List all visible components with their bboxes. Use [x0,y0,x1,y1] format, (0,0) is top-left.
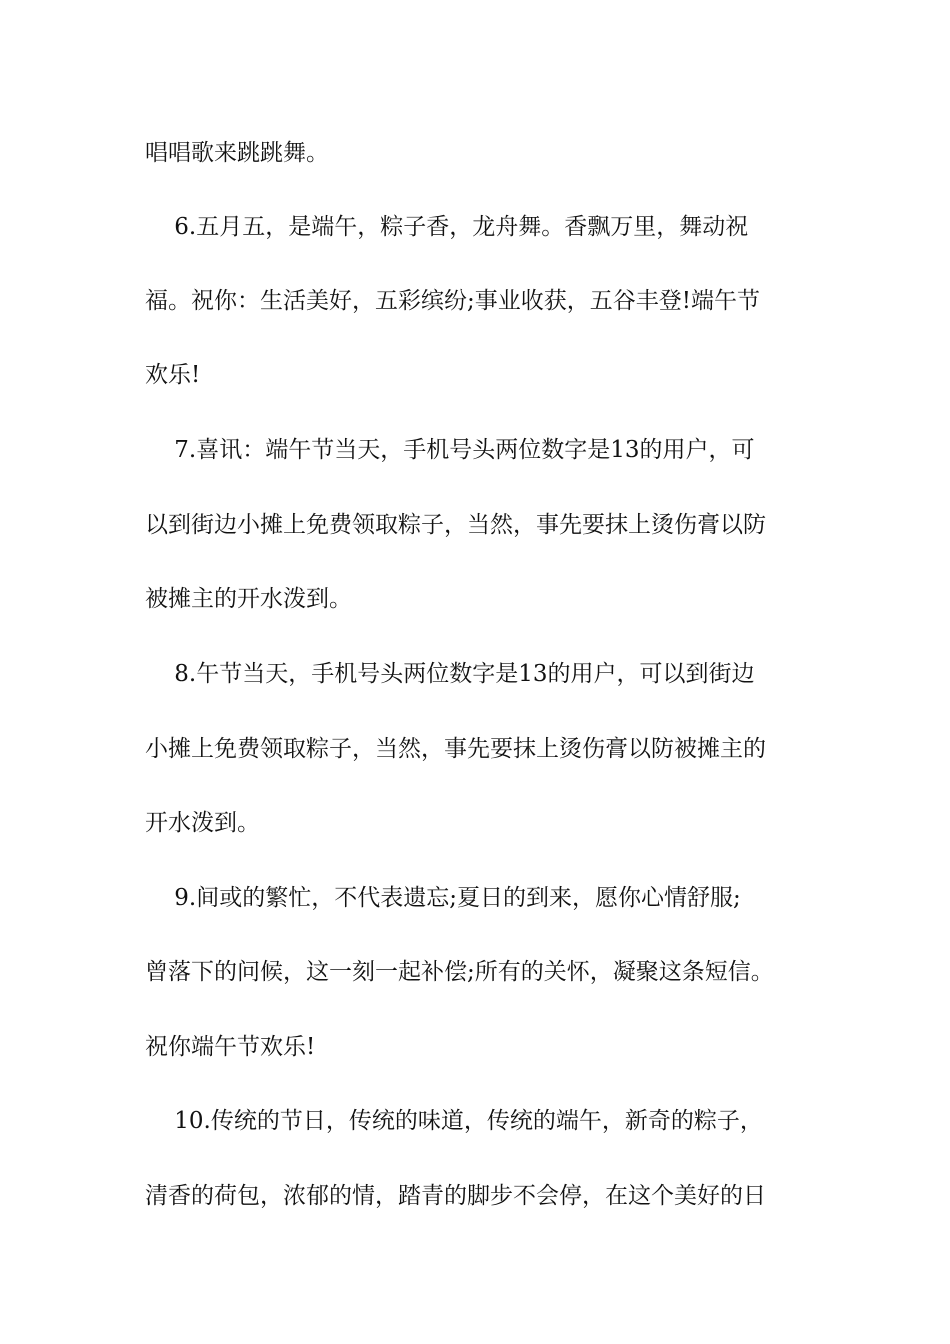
text-line: 唱唱歌来跳跳舞。 [145,140,329,166]
text-line: 祝你端午节欢乐! [145,1034,316,1060]
text-line: 欢乐! [145,362,201,388]
text-line: 以到街边小摊上免费领取粽子，当然，事先要抹上烫伤膏以防 [145,512,766,538]
text-line: 6.五月五，是端午，粽子香，龙舟舞。香飘万里，舞动祝 [145,214,749,240]
text-line: 清香的荷包，浓郁的情，踏青的脚步不会停，在这个美好的日 [145,1183,766,1209]
text-line: 被摊主的开水泼到。 [145,586,352,612]
text-line: 曾落下的问候，这一刻一起补偿;所有的关怀，凝聚这条短信。 [145,959,774,985]
text-line: 8.午节当天，手机号头两位数字是13的用户，可以到街边 [145,661,755,687]
text-line: 小摊上免费领取粽子，当然，事先要抹上烫伤膏以防被摊主的 [145,736,766,762]
text-line: 7.喜讯：端午节当天，手机号头两位数字是13的用户，可 [145,437,755,463]
text-line: 9.间或的繁忙，不代表遗忘;夏日的到来，愿你心情舒服; [145,885,741,911]
text-line: 10.传统的节日，传统的味道，传统的端午，新奇的粽子， [145,1108,763,1134]
text-line: 福。祝你：生活美好，五彩缤纷;事业收获，五谷丰登!端午节 [145,288,760,314]
text-line: 开水泼到。 [145,810,260,836]
